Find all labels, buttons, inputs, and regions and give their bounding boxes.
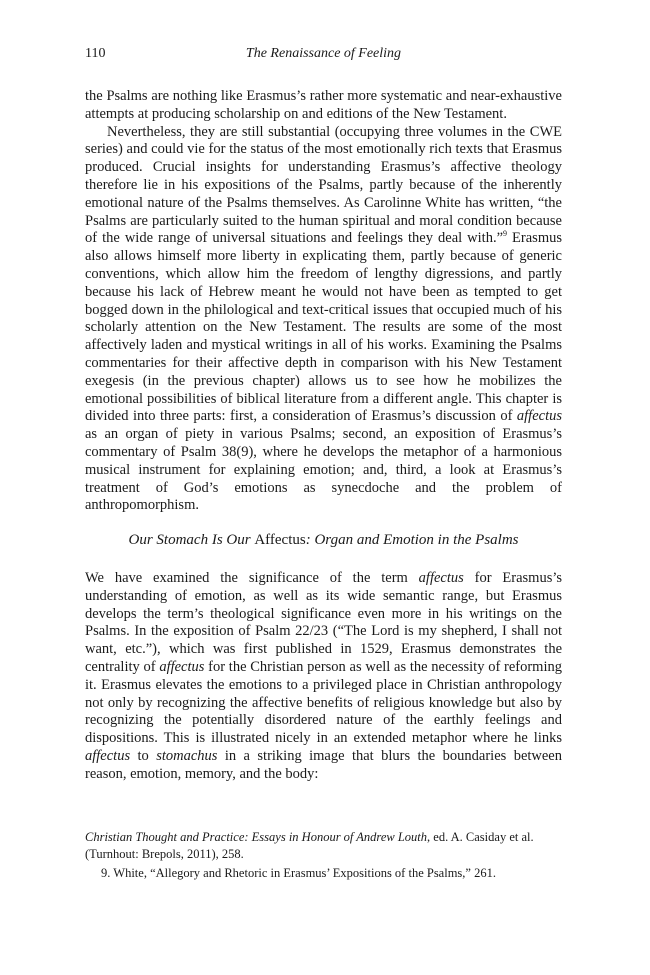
p3-text-4: to [130, 747, 157, 764]
running-title: The Renaissance of Feeling [245, 46, 402, 61]
p3-italic-1: affectus [418, 570, 464, 586]
paragraph-2-part-a: Nevertheless, they are still substantial (occupying three volumes in the CWE series) and could vie for the status of the most emotionally rich texts that Erasmus produced. Crucial insights for understanding Erasmus’s affective theology therefore lie in his expositions of the Psalms, partly because of the inherently emotional nature of the Psalms themselves. As Carolinne White has written, “the Psalms are particularly suited to the human spiritual and moral condition because of the wide range of universal situations and feelings they deal with.” [85, 123, 562, 247]
footnote-ref-9[interactable]: 9 [503, 229, 508, 239]
heading-part-3: : Organ and Emotion in the Psalms [305, 532, 519, 548]
section-text [85, 570, 562, 784]
paragraph-2 [85, 124, 562, 516]
p3-italic-3: affectus [85, 747, 131, 764]
paragraph-2-part-c: as an organ of piety in various Psalms; second, an exposition of Erasmus’s commentary of Psalm 38(9), where he develops the metaphor of a harmonious musical instrument for explaining emotion; and, third, a look at Erasmus’s treatment of God’s emotions as synecdoche and the problem of anthropomorphism. [85, 426, 562, 514]
footnote-continuation-italic: Christian Thought and Practice: Essays in Honour of Andrew Louth [85, 830, 428, 844]
footnote-continuation [85, 829, 562, 863]
p3-text-3: for the Christian person as well as the necessity of reforming it. Erasmus elevates the emotions to a privileged place in Christian anthropology not only by recognizing the affective benefits of religious knowledge but also by recognizing the potentially disordered nature of the earthly feelings and dispositions. This is illustrated nicely in an extended metaphor where he links [85, 658, 562, 747]
footnotes [85, 829, 562, 882]
footnote-9: 9. White, “Allegory and Rhetoric in Erasmus’ Expositions of the Psalms,” 261. [101, 866, 496, 880]
p3-text-1: We have examined the significance of the term [85, 570, 419, 586]
paragraph-3 [85, 570, 562, 784]
paragraph-2-italic: affectus [516, 408, 562, 425]
heading-part-2: Affectus [254, 532, 306, 548]
p3-italic-4: stomachus [156, 747, 218, 764]
heading-part-1: Our Stomach Is Our [128, 532, 255, 548]
section-heading [85, 532, 562, 549]
p3-text-2: for Erasmus’s understanding of emotion, as well as its wide semantic range, but Erasmus develops the term’s theological significance even more in his writings on the Psalms. In the exposition of Psalm 22/23 (“The Lord is my shepherd, I shall not want, etc.”), which was first published in 1529, Erasmus demonstrates the centrality of [85, 570, 563, 675]
paragraph-1: the Psalms are nothing like Erasmus’s rather more systematic and near-exhaustive attempts at producing scholarship on and editions of the New Testament. [85, 88, 562, 122]
footnote-continuation-rest: , ed. A. Casiday et al. (Turnhout: Brepols, 2011), 258. [85, 830, 534, 861]
page-header [85, 46, 562, 66]
p3-italic-2: affectus [159, 658, 205, 675]
p3-text-5: in a striking image that blurs the boundaries between reason, emotion, memory, and the body: [85, 747, 562, 782]
page-number: 110 [85, 46, 106, 61]
paragraph-2-part-b: Erasmus also allows himself more liberty in explicating them, partly because of generic conventions, which allow him the freedom of lengthy digressions, and partly because his lack of Hebrew meant he would not have been as tempted to get bogged down in the philological and text-critical issues that occupied much of his scholarly attention on the New Testament. The results are some of the most affectively laden and mystical writings in all of his works. Examining the Psalms commentaries for their affective depth in comparison with his New Testament exegesis (in the previous chapter) allows us to see how he mobilizes the emotional possibilities of biblical literature from a different angle. This chapter is divided into three parts: first, a consideration of Erasmus’s discussion of [85, 230, 562, 425]
opening-text [85, 88, 562, 515]
